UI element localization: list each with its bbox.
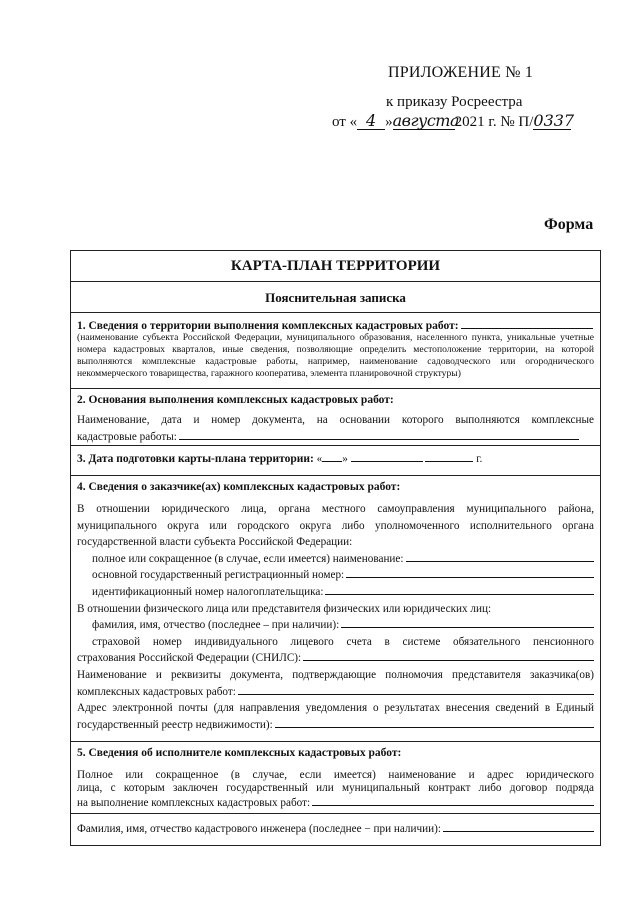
spacer: [77, 759, 594, 769]
section5-heading: 5. Сведения об исполнителе комплексных кадастровых работ:: [77, 747, 402, 759]
section3-date-close: »: [342, 453, 348, 465]
section-engineer: [71, 813, 600, 847]
section4-inn-blank[interactable]: [325, 584, 594, 595]
section4-ogrn-blank[interactable]: [346, 567, 594, 578]
section5-blank[interactable]: [312, 795, 594, 806]
section5-row3: [77, 795, 594, 810]
document-header: [0, 0, 640, 240]
document-subtitle: Пояснительная записка: [71, 281, 600, 312]
section4-full-name-label: полное или сокращенное (в случае, если имеется) наименование:: [92, 552, 404, 565]
handwritten-day: 4: [357, 112, 385, 130]
section2-text-line2: кадастровые работы:: [77, 430, 177, 443]
section4-name-row: [77, 551, 594, 568]
section-date: [71, 445, 600, 475]
form-frame: [70, 250, 601, 846]
section4-heading: 4. Сведения о заказчике(ах) комплексных кадастровых работ:: [77, 481, 401, 493]
handwritten-month: августа: [392, 111, 459, 130]
section4-snils-row: [77, 650, 594, 667]
order-reference: к приказу Росреестра: [386, 94, 523, 110]
section4-powers-line2: комплексных кадастровых работ:: [77, 685, 236, 698]
section4-snils-line1: страховой номер индивидуального лицевого счета в системе обязательного пенсионного: [92, 635, 594, 648]
section4-email-line1: Адрес электронной почты (для направления уведомления о результатах внесения сведений в Единый: [77, 702, 594, 715]
section6-row: [77, 821, 594, 838]
section4-legal-line3: государственной власти субъекта Российской Федерации:: [77, 536, 353, 549]
section-contractor: [71, 741, 600, 813]
section4-email-blank[interactable]: [275, 717, 594, 728]
section4-fio-row: [77, 617, 594, 634]
section1-note: (наименование субъекта Российской Федерации, муниципального образования, населенного пункта, уникальные учетные номера кадастровых кварталов, иные сведения, позволяющие определить местоположение территории, на которой выполняются комплексные кадастровые работы, например, наименование садоводческого или огороднического некоммерческого товарищества, гаражного кооператива, элемента планировочной структуры): [77, 332, 594, 379]
section4-ogrn-row: [77, 567, 594, 584]
section1-heading-row: [77, 318, 594, 332]
section4-individual: В отношении физического лица или представителя физических или юридических лиц:: [77, 602, 492, 615]
date-prefix: от «: [332, 114, 358, 130]
section4-snils-blank[interactable]: [303, 650, 594, 661]
section3-heading: 3. Дата подготовки карты-плана территории:: [77, 453, 314, 465]
section3-date-open: «: [316, 453, 323, 465]
section4-powers-line1: Наименование и реквизиты документа, подтверждающие полномочия представителя заказчика(ов): [77, 668, 594, 681]
section4-full-name-blank[interactable]: [406, 551, 595, 562]
section3-row: [77, 451, 594, 465]
section-grounds: [71, 388, 600, 445]
section4-legal-line2: муниципального округа или городского округа либо уполномоченного исполнительного органа: [77, 519, 594, 532]
order-date-line: [332, 111, 575, 131]
handwritten-order-number: 0337: [533, 111, 575, 130]
spacer: [77, 493, 594, 501]
section1-blank[interactable]: [461, 318, 593, 329]
section4-ogrn-label: основной государственный регистрационный номер:: [92, 569, 345, 582]
section4-inn-row: [77, 584, 594, 601]
section3-month-blank[interactable]: [351, 451, 423, 462]
section2-blank[interactable]: [179, 429, 579, 440]
section4-fio-label: фамилия, имя, отчество (последнее – при наличии):: [92, 619, 340, 632]
section4-legal-line1: В отношении юридического лица, органа местного самоуправления муниципального района,: [77, 503, 594, 515]
section6-engineer-blank[interactable]: [443, 821, 594, 832]
section4-fio-blank[interactable]: [341, 617, 594, 628]
section4-powers-row: [77, 684, 594, 701]
form-label: Форма: [544, 216, 594, 233]
section2-heading: 2. Основания выполнения комплексных кадастровых работ:: [77, 394, 394, 406]
section2-text-row2: [77, 429, 594, 446]
section4-email-line2: государственный реестр недвижимости):: [77, 718, 273, 731]
appendix-label: ПРИЛОЖЕНИЕ № 1: [388, 64, 534, 81]
section4-powers-blank[interactable]: [238, 684, 594, 695]
section4-inn-label: идентификационный номер налогоплательщика:: [92, 585, 324, 598]
section5-line1: Полное или сокращенное (в случае, если имеется) наименование и адрес юридического: [77, 769, 594, 781]
section1-heading: 1. Сведения о территории выполнения комплексных кадастровых работ:: [77, 320, 459, 332]
section2-text-line1: Наименование, дата и номер документа, на основании которого выполняются комплексные: [77, 414, 594, 426]
section3-day-blank[interactable]: [322, 451, 342, 462]
section3-year-suffix: г.: [476, 453, 483, 465]
section-customer: [71, 475, 600, 741]
section4-email-row: [77, 717, 594, 734]
date-mid: »: [385, 114, 393, 130]
section-territory: [71, 312, 600, 388]
document-title: КАРТА-ПЛАН ТЕРРИТОРИИ: [230, 258, 441, 274]
year-text: 2021 г. № П/: [454, 114, 534, 130]
section5-line2: лица, с которым заключен государственный или муниципальный контракт либо договор подряда: [77, 782, 594, 794]
section3-year-blank[interactable]: [425, 451, 473, 462]
section5-line3: на выполнение комплексных кадастровых работ:: [77, 797, 311, 809]
section4-snils-line2: страхования Российской Федерации (СНИЛС):: [77, 652, 302, 665]
section6-engineer-label: Фамилия, имя, отчество кадастрового инженера (последнее − при наличии):: [77, 823, 441, 835]
